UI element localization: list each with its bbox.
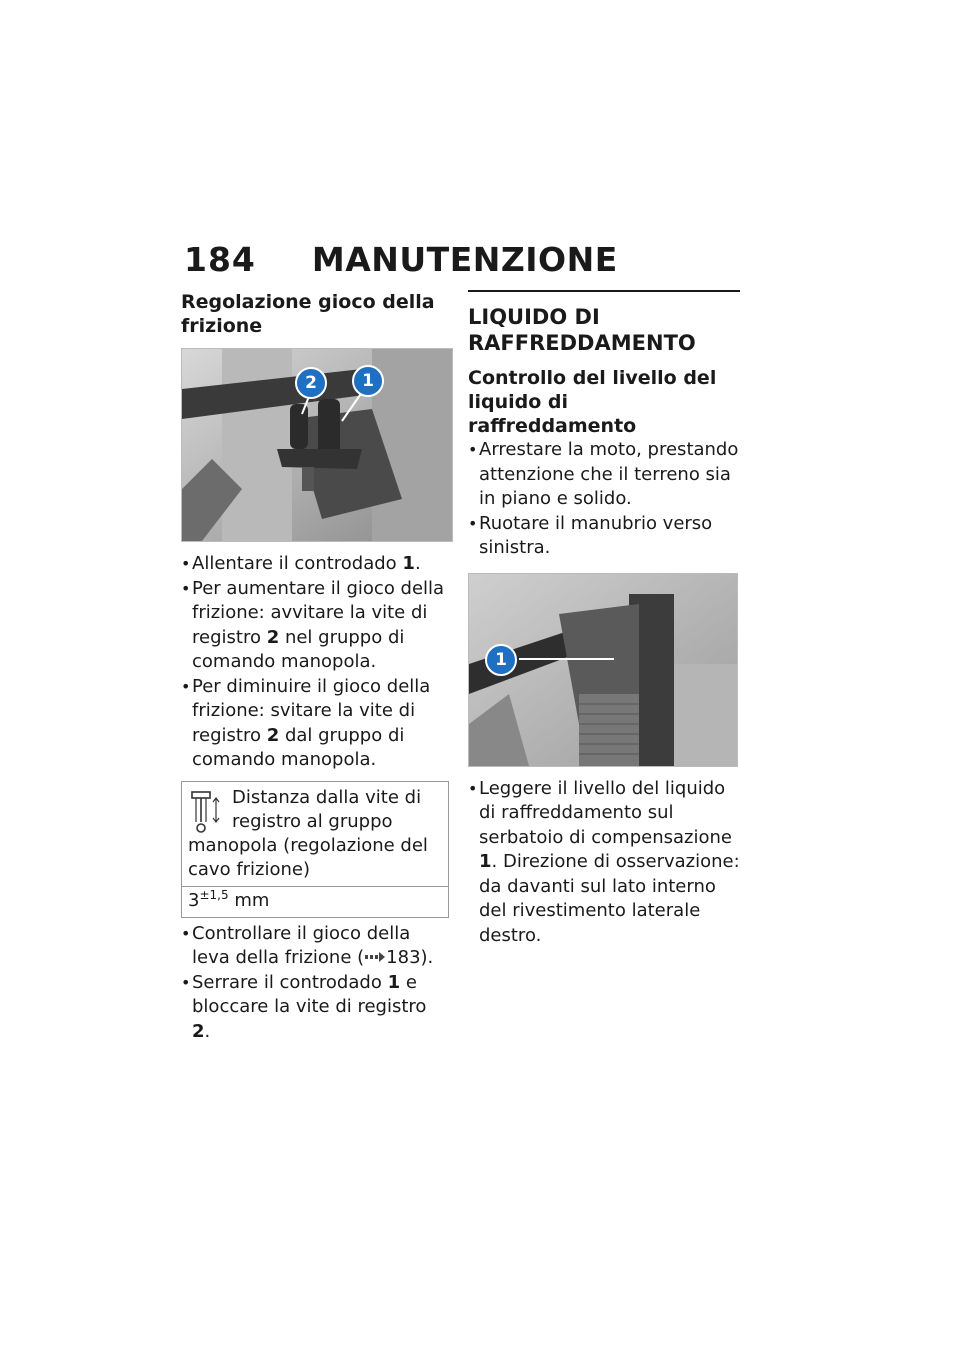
clutch-photo: [181, 348, 453, 542]
callout-1: 1: [485, 644, 517, 676]
spec-label: Distanza dalla vite di registro al gruppo manopola (regolazione del cavo frizione): [182, 782, 448, 887]
list-item: • Arrestare la moto, prestando attenzione che il terreno sia in piano e solido.: [468, 438, 740, 512]
list-item: • Allentare il controdado 1.: [181, 552, 449, 577]
list-item: • Per aumentare il gioco della frizione: avvitare la vite di registro 2 nel gruppo di comando manopola.: [181, 577, 449, 675]
coolant-photo: [468, 573, 738, 767]
chapter-divider: [468, 290, 740, 292]
page-reference-arrow-icon: [364, 950, 386, 964]
list-item: • Ruotare il manubrio verso sinistra.: [468, 512, 740, 561]
section-title-coolant: Controllo del livello del liquido di raffreddamento: [468, 367, 717, 437]
list-item: • Controllare il gioco della leva della frizione ( 183).: [181, 922, 449, 971]
spec-box: [181, 781, 449, 918]
spec-value: $3^{\pm 1,5}$ mm: [188, 887, 270, 911]
left-column: [181, 290, 449, 1044]
list-item: • Leggere il livello del liquido di raffreddamento sul serbatoio di compensazione 1. Direzione di osservazione: da davanti sul lato interno del rivestimento laterale destro.: [468, 777, 740, 949]
steps-list-a: [181, 552, 449, 773]
page-number: 184: [184, 240, 256, 279]
callout-2: 2: [295, 367, 327, 399]
page-header: [184, 240, 618, 280]
steps-list-b: [181, 922, 449, 1045]
list-item: • Serrare il controdado 1 e bloccare la vite di registro 2.: [181, 971, 449, 1045]
chapter-title: MANUTENZIONE: [311, 240, 618, 279]
steps-list-c: [468, 438, 740, 561]
screw-adjust-icon: [190, 790, 224, 834]
list-item: • Per diminuire il gioco della frizione: svitare la vite di registro 2 dal gruppo di comando manopola.: [181, 675, 449, 773]
steps-list-d: [468, 777, 740, 949]
right-column: [468, 290, 740, 948]
chapter-title-coolant: LIQUIDO DI RAFFREDDAMENTO: [468, 305, 696, 355]
callout-1: 1: [352, 365, 384, 397]
section-title-clutch: Regolazione gioco della frizione: [181, 291, 435, 337]
